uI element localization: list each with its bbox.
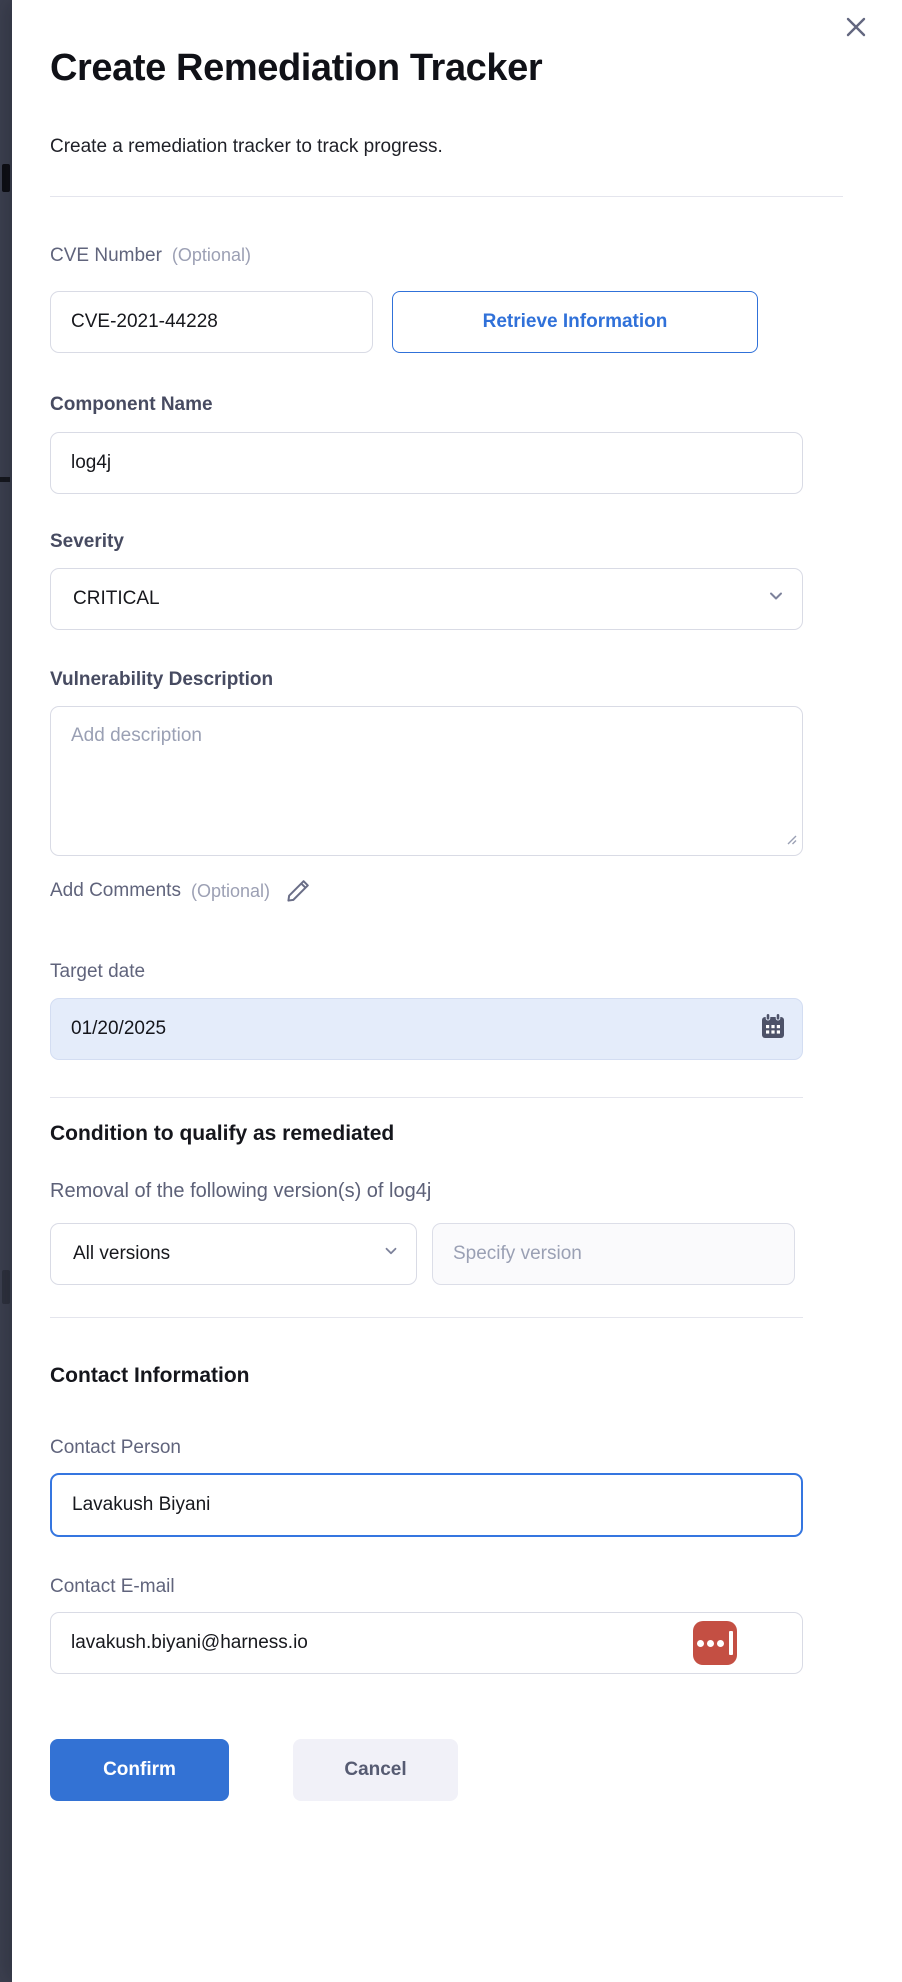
- divider: [50, 1317, 803, 1318]
- contact-person-input[interactable]: [50, 1473, 803, 1537]
- background-artifact: [2, 1270, 10, 1304]
- background-artifact: [0, 477, 10, 482]
- description-textarea-wrap: [50, 706, 803, 856]
- close-icon: [843, 28, 869, 43]
- divider: [50, 1097, 803, 1098]
- password-manager-caret: [729, 1631, 733, 1655]
- condition-subtext: Removal of the following version(s) of log4j: [50, 1180, 432, 1202]
- cve-row: [50, 291, 803, 353]
- password-manager-dot: [697, 1640, 704, 1647]
- contact-email-label: Contact E-mail: [50, 1576, 175, 1597]
- cve-number-input[interactable]: [50, 291, 373, 353]
- password-manager-icon[interactable]: [693, 1621, 737, 1665]
- add-comments-row: [50, 876, 803, 906]
- background-page-edge: [0, 0, 12, 1982]
- cve-number-label: CVE Number (Optional): [50, 245, 251, 266]
- version-scope-select[interactable]: [50, 1223, 417, 1285]
- calendar-icon: [760, 1012, 786, 1046]
- target-date-value: 01/20/2025: [71, 1018, 167, 1039]
- vulnerability-description-label: Vulnerability Description: [50, 669, 274, 690]
- modal-title: Create Remediation Tracker: [50, 47, 543, 89]
- severity-selected-value: CRITICAL: [73, 588, 160, 609]
- condition-heading: Condition to qualify as remediated: [50, 1122, 395, 1145]
- create-remediation-tracker-modal: [12, 0, 902, 1982]
- target-date-input[interactable]: [50, 998, 803, 1060]
- cancel-button[interactable]: Cancel: [293, 1739, 458, 1801]
- contact-information-heading: Contact Information: [50, 1364, 250, 1387]
- version-scope-selected-value: All versions: [73, 1243, 171, 1264]
- description-textarea[interactable]: [50, 706, 803, 856]
- cve-optional-tag: (Optional): [171, 245, 251, 265]
- edit-pencil-icon[interactable]: [284, 877, 312, 905]
- action-buttons-row: [50, 1739, 803, 1801]
- password-manager-dot: [717, 1640, 724, 1647]
- background-artifact: [2, 164, 10, 192]
- add-comments-optional-tag: (Optional): [190, 880, 270, 901]
- add-comments-label: Add Comments: [50, 880, 181, 901]
- modal-subtitle: Create a remediation tracker to track progress.: [50, 136, 443, 157]
- password-manager-dot: [707, 1640, 714, 1647]
- target-date-label: Target date: [50, 961, 146, 982]
- version-row: [50, 1223, 803, 1285]
- severity-select[interactable]: [50, 568, 803, 630]
- specify-version-input[interactable]: [432, 1223, 795, 1285]
- divider: [50, 196, 843, 197]
- chevron-down-icon: [382, 1242, 400, 1266]
- contact-email-input[interactable]: [50, 1612, 803, 1674]
- close-button[interactable]: [838, 10, 874, 46]
- confirm-button[interactable]: Confirm: [50, 1739, 229, 1801]
- contact-email-wrap: [50, 1612, 803, 1674]
- chevron-down-icon: [766, 586, 786, 612]
- retrieve-information-button[interactable]: Retrieve Information: [392, 291, 758, 353]
- component-name-input[interactable]: [50, 432, 803, 494]
- severity-label: Severity: [50, 531, 124, 552]
- contact-person-label: Contact Person: [50, 1437, 181, 1458]
- component-name-label: Component Name: [50, 394, 213, 415]
